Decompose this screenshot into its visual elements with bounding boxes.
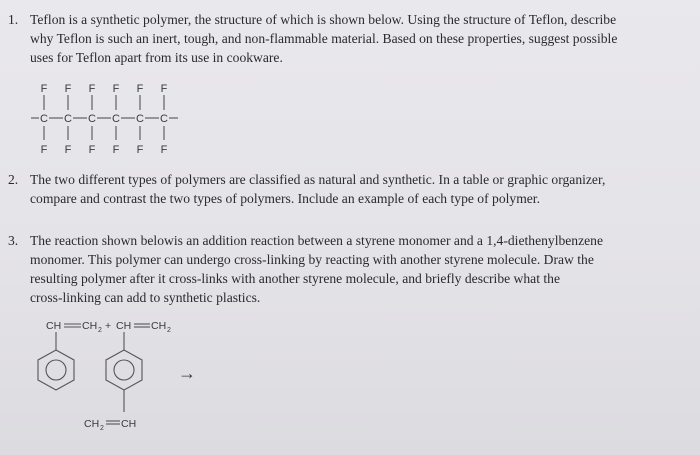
formula-ch: CH — [116, 320, 132, 332]
atom-f: F — [112, 83, 120, 95]
plus-sign: + — [105, 320, 112, 332]
atom-f: F — [88, 144, 96, 156]
atom-f: F — [64, 144, 72, 156]
formula-ch: CH — [121, 418, 137, 430]
question-line: monomer. This polymer can undergo cross-linking by reacting with another styrene molecule. Draw the — [30, 252, 594, 267]
atom-f: F — [160, 83, 168, 95]
question-text — [30, 10, 690, 67]
teflon-structure — [28, 78, 198, 163]
atom-c: C — [136, 113, 144, 125]
atom-f: F — [136, 144, 144, 156]
formula-ch: CH — [46, 320, 62, 332]
question-line: The two different types of polymers are classified as natural and synthetic. In a table or graphic organizer, — [30, 172, 606, 187]
question-number: 3. — [8, 233, 19, 248]
atom-f: F — [88, 83, 96, 95]
question-number: 1. — [8, 12, 19, 27]
subscript-2: 2 — [100, 425, 104, 432]
question-line: The reaction shown belowis an addition reaction between a styrene monomer and a 1,4-diethenylbenzene — [30, 233, 603, 248]
question-text — [30, 170, 690, 208]
atom-c: C — [88, 113, 96, 125]
atom-f: F — [64, 83, 72, 95]
formula-ch2: CH — [82, 320, 98, 332]
atom-f: F — [40, 83, 48, 95]
atom-c: C — [112, 113, 120, 125]
question-line: Teflon is a synthetic polymer, the structure of which is shown below. Using the structure of Teflon, describe — [30, 12, 617, 27]
atom-c: C — [64, 113, 72, 125]
question-line: uses for Teflon apart from its use in cookware. — [30, 50, 283, 65]
atom-f: F — [136, 83, 144, 95]
formula-ch2: CH — [151, 320, 167, 332]
question-line: cross-linking can add to synthetic plastics. — [30, 290, 261, 305]
reaction-scheme — [28, 312, 248, 442]
reaction-arrow: → — [178, 363, 196, 383]
question-text — [30, 231, 690, 307]
question-line: resulting polymer after it cross-links with another styrene molecule, and briefly describe what the — [30, 271, 560, 286]
question-line: compare and contrast the two types of polymers. Include an example of each type of polymer. — [30, 191, 540, 206]
subscript-2: 2 — [98, 327, 102, 334]
formula-ch2: CH — [84, 418, 100, 430]
atom-f: F — [160, 144, 168, 156]
atom-f: F — [112, 144, 120, 156]
atom-c: C — [40, 113, 48, 125]
subscript-2: 2 — [167, 327, 171, 334]
question-number: 2. — [8, 172, 19, 187]
question-line: why Teflon is such an inert, tough, and non-flammable material. Based on these properties, suggest possible — [30, 31, 618, 46]
atom-c: C — [160, 113, 168, 125]
atom-f: F — [40, 144, 48, 156]
